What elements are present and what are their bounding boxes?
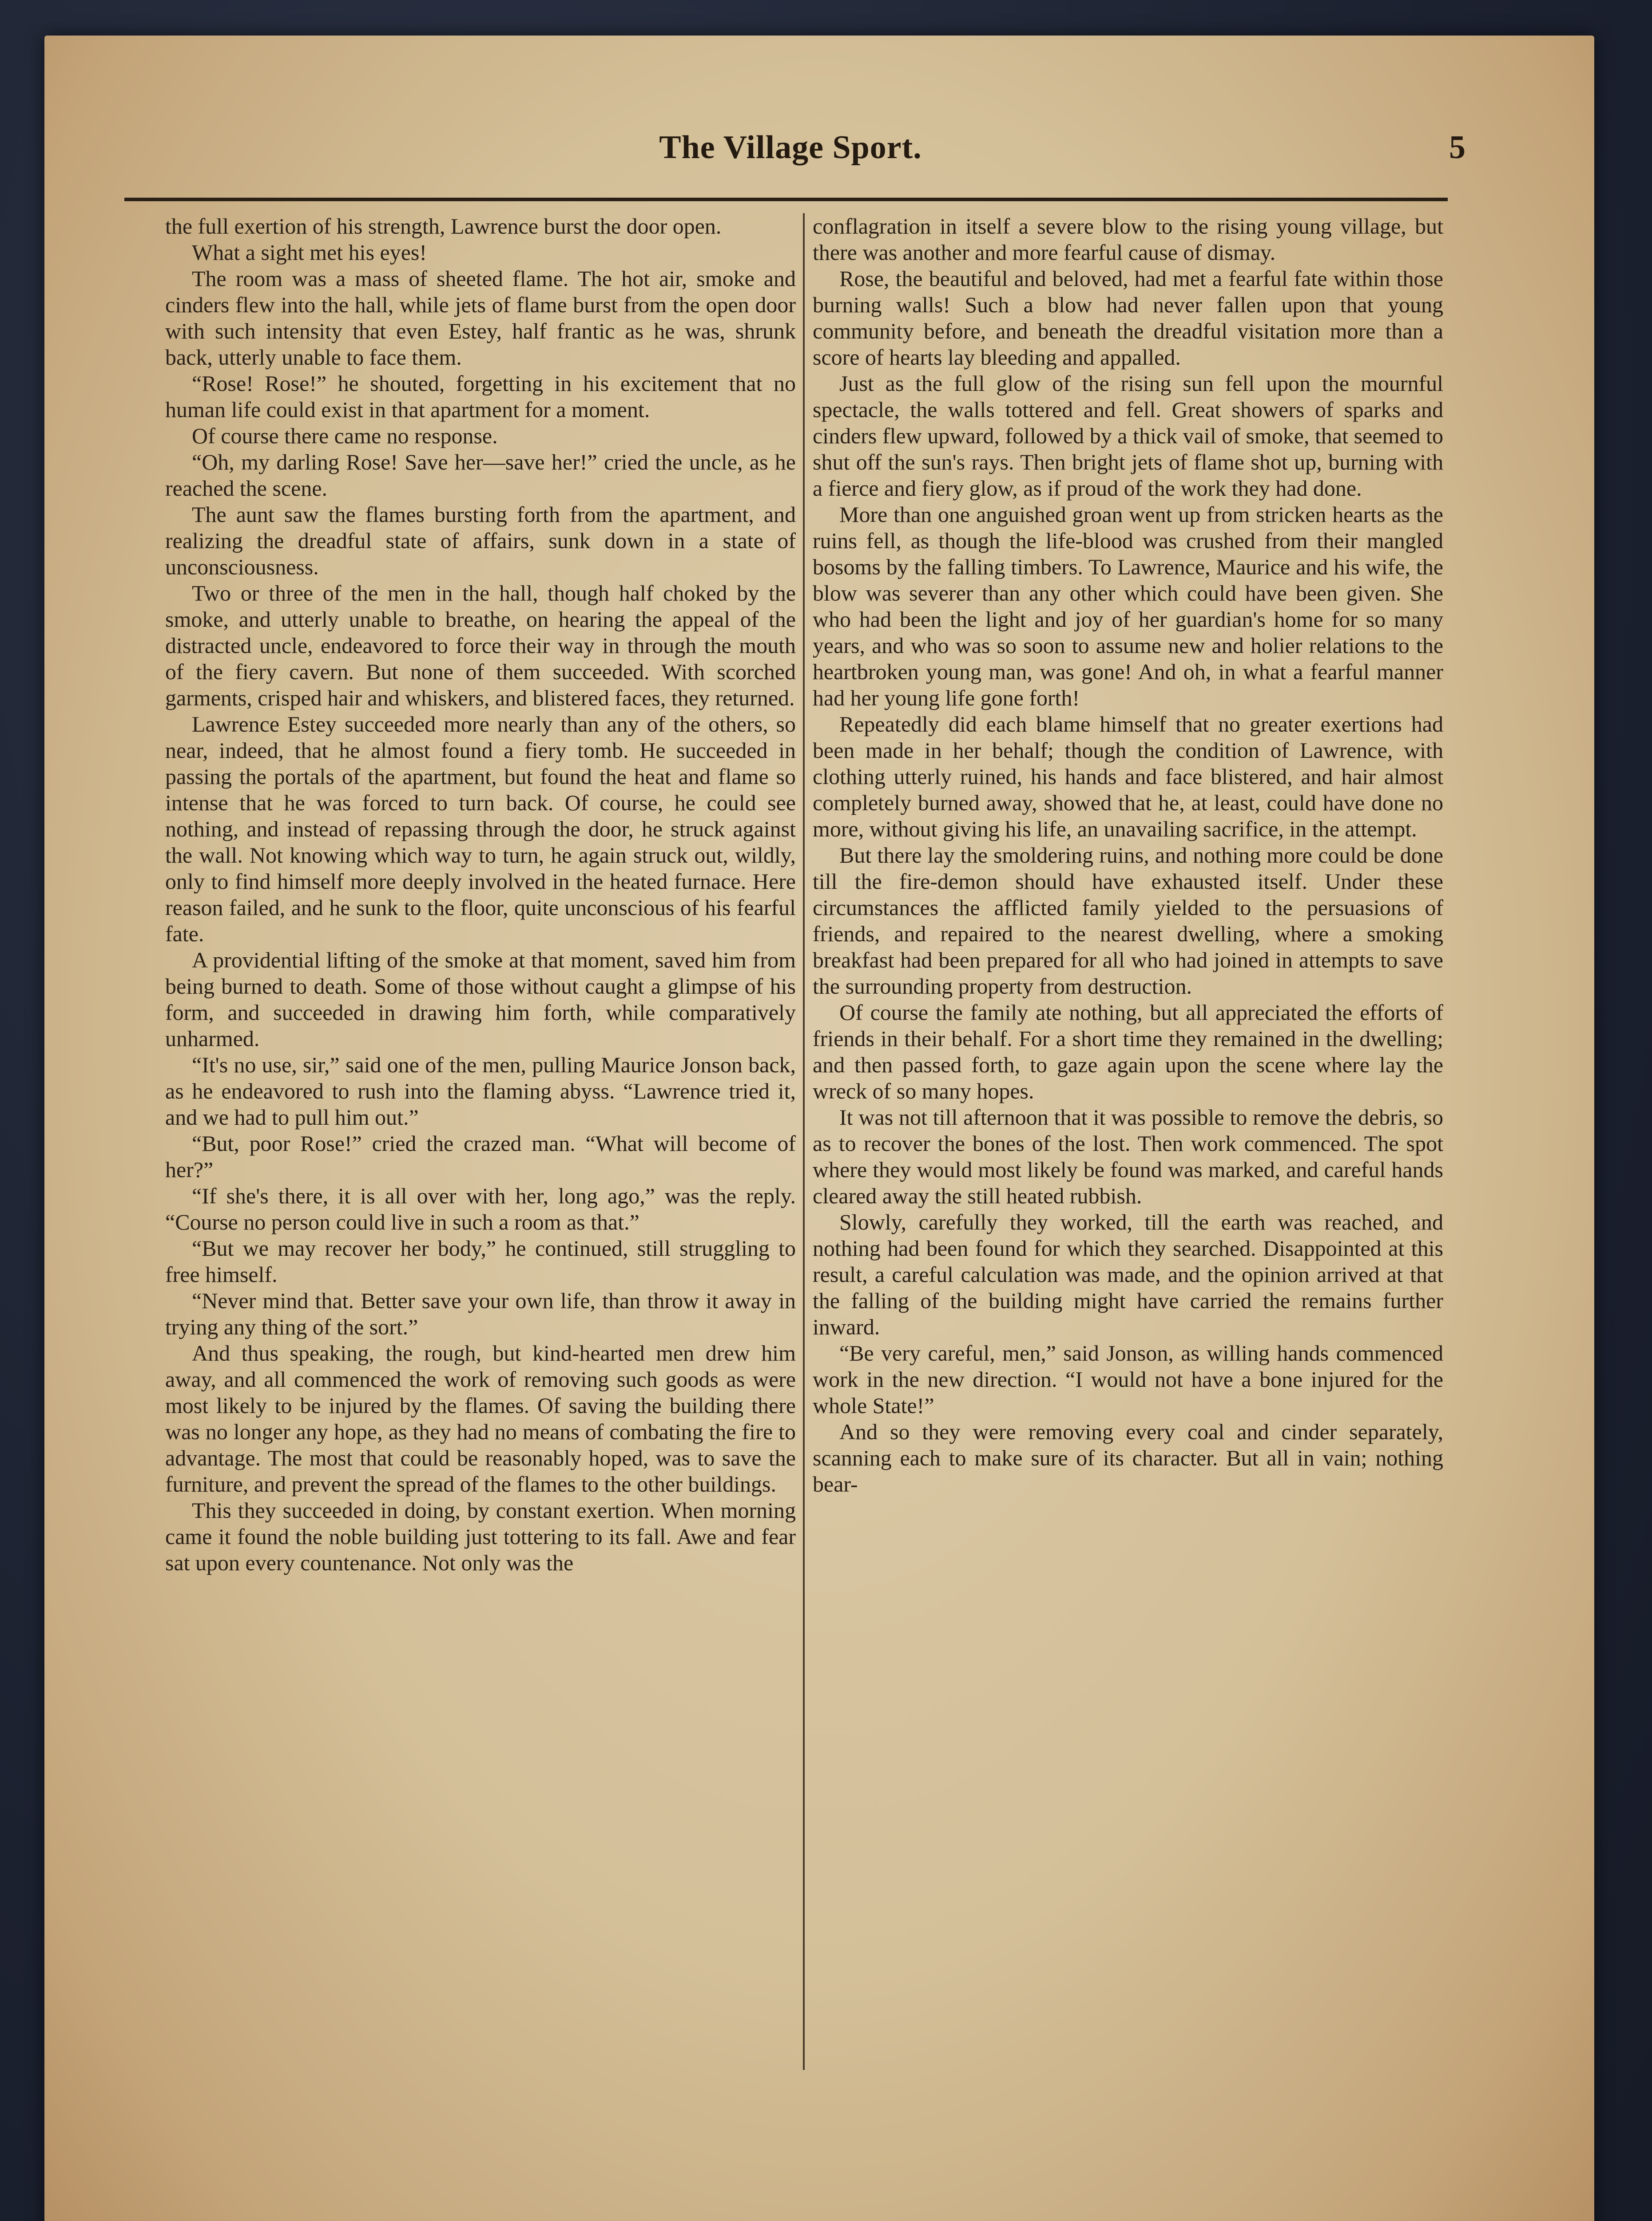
paragraph: “Oh, my darling Rose! Save her—save her!” cried the uncle, as he reached the scene. (165, 450, 796, 501)
paragraph: the full exertion of his strength, Lawrence burst the door open. (165, 214, 722, 239)
paragraph: “If she's there, it is all over with her, long ago,” was the reply. “Course no person could live in such a room as that.” (165, 1183, 796, 1234)
paragraph: What a sight met his eyes! (192, 240, 427, 265)
header-rule (124, 198, 1448, 201)
paragraph: The room was a mass of sheeted flame. The hot air, smoke and cinders flew into the hall, while jets of flame burst from the open door with such intensity that even Estey, half frantic as he was, shrunk back, utterly unable to face them. (165, 266, 796, 370)
left-column (165, 213, 796, 2097)
paragraph: “But we may recover her body,” he continued, still struggling to free himself. (165, 1236, 796, 1287)
paragraph: “It's no use, sir,” said one of the men, pulling Maurice Jonson back, as he endeavored to rush into the flaming abyss. “Lawrence tried it, and we had to pull him out.” (165, 1052, 796, 1130)
paragraph: And thus speaking, the rough, but kind-hearted men drew him away, and all commenced the work of removing such goods as were most likely to be injured by the flames. Of saving the building there was no longer any hope, as they had no means of combating the fire to advantage. The most that could be reasonably hoped, was to save the furniture, and prevent the spread of the flames to the other buildings. (165, 1341, 796, 1497)
paragraph: But there lay the smoldering ruins, and nothing more could be done till the fire-demon should have exhausted itself. Under these circumstances the afflicted family yielded to the persuasions of friends, and repaired to the nearest dwelling, where a smoking breakfast had been prepared for all who had joined in attempts to save the surrounding property from destruction. (813, 843, 1443, 999)
right-column (813, 213, 1443, 2097)
paragraph: The aunt saw the flames bursting forth from the apartment, and realizing the dreadful state of affairs, sunk down in a state of unconsciousness. (165, 502, 796, 579)
column-divider (803, 213, 805, 2070)
page-number: 5 (1449, 129, 1465, 166)
paragraph: Rose, the beautiful and beloved, had met a fearful fate within those burning walls! Such a blow had never fallen upon that young community before, and beneath the dreadful visitation more than a score of hearts lay bleeding and appalled. (813, 266, 1443, 370)
paragraph: This they succeeded in doing, by constant exertion. When morning came it found the noble building just tottering to its fall. Awe and fear sat upon every countenance. Not only was the (165, 1498, 796, 1575)
paragraph: Of course the family ate nothing, but all appreciated the efforts of friends in their behalf. For a short time they remained in the dwelling; and then passed forth, to gaze again upon the scene where lay the wreck of so many hopes. (813, 1000, 1443, 1103)
paragraph: Slowly, carefully they worked, till the earth was reached, and nothing had been found for which they searched. Disappointed at this result, a careful calculation was made, and the opinion arrived at that the falling of the building might have carried the remains further inward. (813, 1210, 1443, 1339)
paragraph: Repeatedly did each blame himself that no greater exertions had been made in her behalf; though the condition of Lawrence, with clothing utterly ruined, his hands and face blistered, and hair almost completely burned away, showed that he, at least, could have done no more, without giving his life, an unavailing sacrifice, in the attempt. (813, 712, 1443, 841)
paragraph: Two or three of the men in the hall, though half choked by the smoke, and utterly unable to breathe, on hearing the appeal of the distracted uncle, endeavored to force their way in through the mouth of the fiery cavern. But none of them succeeded. With scorched garments, crisped hair and whiskers, and blistered faces, they returned. (165, 581, 796, 710)
paragraph: Of course there came no response. (192, 423, 498, 448)
paragraph: Just as the full glow of the rising sun fell upon the mournful spectacle, the walls tottered and fell. Great showers of sparks and cinders flew upward, followed by a thick vail of smoke, that seemed to shut off the sun's rays. Then bright jets of flame shot up, burning with a fierce and fiery glow, as if proud of the work they had done. (813, 371, 1443, 501)
paragraph: “Rose! Rose!” he shouted, forgetting in his excitement that no human life could exist in that apartment for a moment. (165, 371, 796, 422)
paragraph: “Be very careful, men,” said Jonson, as willing hands commenced work in the new direction. “I would not have a bone injured for the whole State!” (813, 1341, 1443, 1418)
paragraph: “But, poor Rose!” cried the crazed man. “What will become of her?” (165, 1131, 796, 1182)
paragraph: And so they were removing every coal and cinder separately, scanning each to make sure of its character. But all in vain; nothing bear- (813, 1419, 1443, 1497)
paragraph: Lawrence Estey succeeded more nearly than any of the others, so near, indeed, that he almost found a fiery tomb. He succeeded in passing the portals of the apartment, but found the heat and flame so intense that he was forced to turn back. Of course, he could see nothing, and instead of repassing through the door, he struck against the wall. Not knowing which way to turn, he again struck out, wildly, only to find himself more deeply involved in the heated furnace. Here reason failed, and he sunk to the floor, quite unconscious of his fearful fate. (165, 712, 796, 946)
page-header (124, 111, 1465, 173)
paragraph: conflagration in itself a severe blow to the rising young village, but there was another and more fearful cause of dismay. (813, 214, 1443, 265)
paragraph: It was not till afternoon that it was possible to remove the debris, so as to recover the bones of the lost. Then work commenced. The spot where they would most likely be found was marked, and careful hands cleared away the still heated rubbish. (813, 1105, 1443, 1208)
paragraph: A providential lifting of the smoke at that moment, saved him from being burned to death. Some of those without caught a glimpse of his form, and succeeded in drawing him forth, while comparatively unharmed. (165, 947, 796, 1051)
running-title: The Village Sport. (659, 129, 922, 166)
paragraph: “Never mind that. Better save your own life, than throw it away in trying any thing of the sort.” (165, 1288, 796, 1339)
paragraph: More than one anguished groan went up from stricken hearts as the ruins fell, as though the life-blood was crushed from their mangled bosoms by the falling timbers. To Lawrence, Maurice and his wife, the blow was severer than any other which could have been given. She who had been the light and joy of her guardian's home for so many years, and who was so soon to assume new and holier relations to the heartbroken young man, was gone! And oh, in what a fearful manner had her young life gone forth! (813, 502, 1443, 710)
